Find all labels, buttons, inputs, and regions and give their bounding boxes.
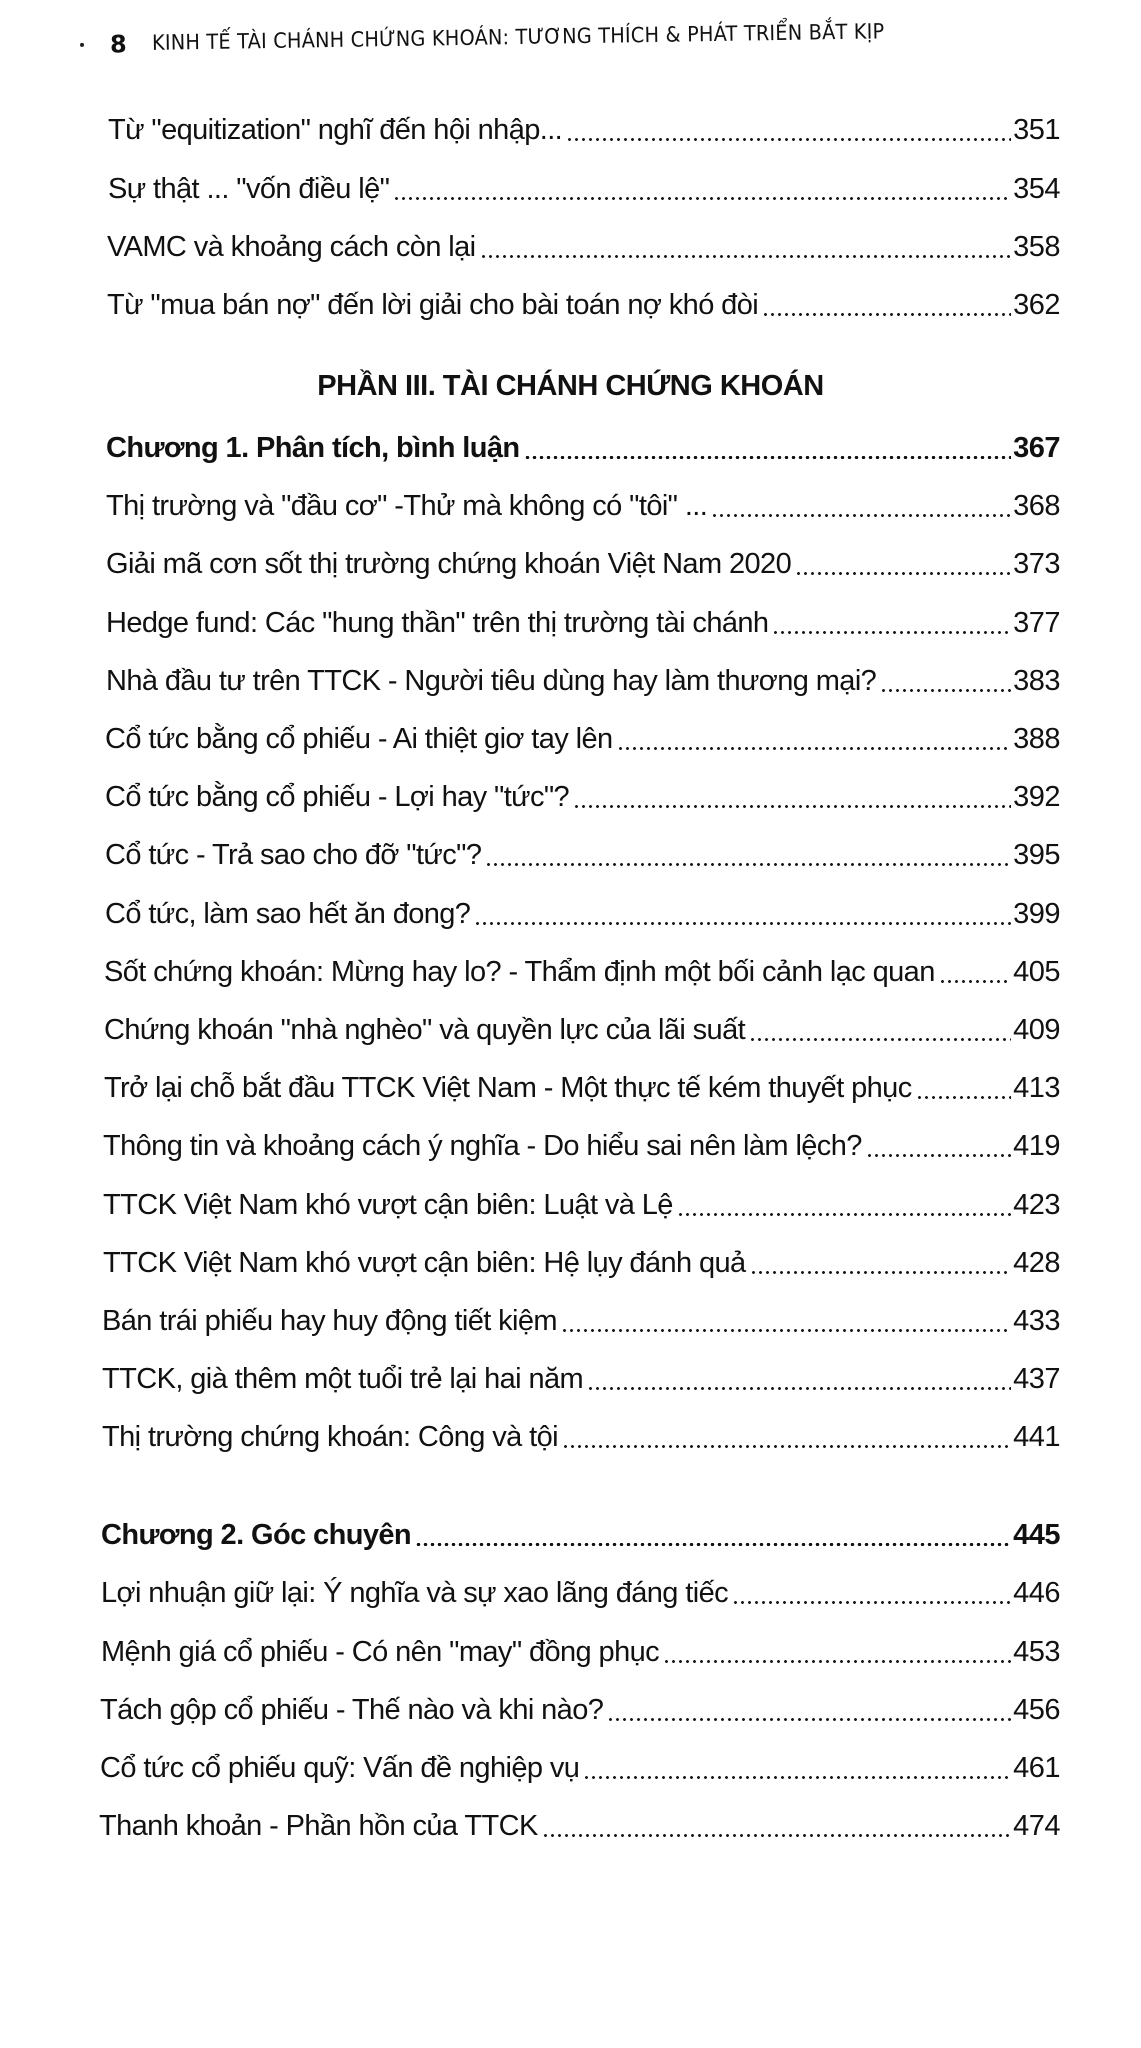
toc-entry-page: 413	[1013, 1072, 1060, 1104]
toc-entry-page: 405	[1013, 956, 1060, 988]
dot-leader	[480, 227, 1012, 267]
toc-entry-page: 354	[1013, 173, 1060, 205]
toc-entry-title: Hedge fund: Các "hung thần" trên thị trường tài chánh	[106, 607, 769, 639]
toc-entry-page: 399	[1013, 898, 1060, 930]
toc-entry-title: Từ "equitization" nghĩ đến hội nhập...	[108, 114, 563, 146]
toc-entry-title: TTCK Việt Nam khó vượt cận biên: Luật và Lệ	[103, 1189, 673, 1221]
dot-leader	[587, 1359, 1011, 1399]
toc-entry[interactable]	[99, 1802, 1060, 1846]
toc-entry-title: Sốt chứng khoán: Mừng hay lo? - Thẩm định một bối cảnh lạc quan	[104, 956, 935, 988]
toc-entry-page: 461	[1013, 1752, 1060, 1784]
toc-entry-page: 377	[1013, 607, 1060, 639]
toc-entry-page: 358	[1013, 231, 1060, 263]
toc-entry[interactable]	[104, 1006, 1060, 1050]
toc-entry-title: Thông tin và khoảng cách ý nghĩa - Do hiểu sai nên làm lệch?	[103, 1130, 862, 1162]
toc-entry-page: 373	[1013, 548, 1060, 580]
dot-leader	[939, 952, 1011, 992]
toc-entry[interactable]	[100, 1744, 1060, 1788]
toc-entry-page: 368	[1013, 490, 1060, 522]
toc-entry-title: Từ "mua bán nợ" đến lời giải cho bài toán nợ khó đòi	[107, 289, 759, 321]
toc-entry-page: 446	[1013, 1577, 1060, 1609]
dot-leader	[750, 1243, 1012, 1283]
dot-leader	[880, 661, 1011, 701]
toc-entry[interactable]	[106, 540, 1060, 584]
toc-entry-title: Mệnh giá cổ phiếu - Có nên "may" đồng phục	[101, 1636, 660, 1668]
toc-chapter-1[interactable]	[106, 424, 1060, 468]
dot-leader	[415, 1515, 1011, 1555]
dot-leader	[561, 1301, 1011, 1341]
dot-leader	[772, 603, 1011, 643]
toc-entry-title: Tách gộp cổ phiếu - Thế nào và khi nào?	[100, 1694, 604, 1726]
toc-entry[interactable]	[107, 223, 1060, 267]
toc-entry-title: Cổ tức - Trả sao cho đỡ "tức"?	[105, 839, 482, 871]
toc-entry[interactable]	[107, 281, 1060, 325]
dot-leader	[749, 1010, 1011, 1050]
dot-leader	[732, 1573, 1011, 1613]
toc-entry[interactable]	[103, 1122, 1060, 1166]
dot-leader	[762, 285, 1011, 325]
toc-entry-page: 383	[1013, 665, 1060, 697]
dot-leader	[795, 544, 1011, 584]
toc-entry[interactable]	[102, 1355, 1060, 1399]
dot-leader	[573, 777, 1011, 817]
toc-entry-page: 395	[1013, 839, 1060, 871]
toc-entry-title: Giải mã cơn sốt thị trường chứng khoán Việt Nam 2020	[106, 548, 792, 580]
toc-entry-title: Bán trái phiếu hay huy động tiết kiệm	[102, 1305, 557, 1337]
toc-entry-title: Nhà đầu tư trên TTCK - Người tiêu dùng hay làm thương mại?	[106, 665, 877, 697]
dot-leader	[542, 1806, 1011, 1846]
toc-chapter-page: 367	[1013, 432, 1060, 464]
bullet-dot-icon	[80, 43, 84, 47]
toc-entry-page: 388	[1013, 723, 1060, 755]
toc-entry[interactable]	[106, 599, 1060, 643]
toc-entry-title: Cổ tức cổ phiếu quỹ: Vấn đề nghiệp vụ	[100, 1752, 580, 1784]
dot-leader	[583, 1748, 1011, 1788]
dot-leader	[485, 835, 1011, 875]
toc-entry[interactable]	[101, 1628, 1060, 1672]
toc-entry-page: 441	[1013, 1421, 1060, 1453]
toc-entry-page: 392	[1013, 781, 1060, 813]
dot-leader	[663, 1632, 1011, 1672]
toc-entry[interactable]	[105, 890, 1060, 934]
toc-entry-page: 437	[1013, 1363, 1060, 1395]
toc-entry-title: Sự thật ... "vốn điều lệ"	[108, 173, 390, 205]
toc-entry-page: 409	[1013, 1014, 1060, 1046]
toc-chapter-title: Chương 2. Góc chuyên	[101, 1519, 411, 1551]
dot-leader	[711, 486, 1011, 526]
toc-entry[interactable]	[105, 715, 1060, 759]
toc-chapter-title: Chương 1. Phân tích, bình luận	[106, 432, 520, 464]
toc-entry-page: 419	[1013, 1130, 1060, 1162]
toc-entry-page: 423	[1013, 1189, 1060, 1221]
toc-entry[interactable]	[108, 106, 1060, 150]
toc-entry[interactable]	[106, 482, 1060, 526]
toc-entry[interactable]	[105, 831, 1060, 875]
toc-entry[interactable]	[102, 1297, 1060, 1341]
toc-chapter-2[interactable]	[101, 1511, 1060, 1555]
toc-entry[interactable]	[106, 657, 1060, 701]
toc-entry-page: 433	[1013, 1305, 1060, 1337]
dot-leader	[393, 169, 1011, 209]
dot-leader	[607, 1690, 1011, 1730]
toc-entry-page: 474	[1013, 1810, 1060, 1842]
toc-entry-title: VAMC và khoảng cách còn lại	[107, 231, 476, 263]
toc-entry-title: Trở lại chỗ bắt đầu TTCK Việt Nam - Một thực tế kém thuyết phục	[104, 1072, 912, 1104]
toc-entry-title: Cổ tức bằng cổ phiếu - Lợi hay "tức"?	[105, 781, 570, 813]
dot-leader	[677, 1185, 1011, 1225]
dot-leader	[562, 1417, 1011, 1457]
toc-entry[interactable]	[101, 1569, 1060, 1613]
toc-entry[interactable]	[104, 948, 1060, 992]
toc-entry[interactable]	[103, 1239, 1060, 1283]
toc-entry-title: Chứng khoán "nhà nghèo" và quyền lực của lãi suất	[104, 1014, 746, 1046]
toc-entry-title: Thị trường chứng khoán: Công và tội	[102, 1421, 558, 1453]
toc-entry-title: Thanh khoản - Phần hồn của TTCK	[99, 1810, 538, 1842]
toc-entry-title: Cổ tức, làm sao hết ăn đong?	[105, 898, 471, 930]
toc-entry-page: 362	[1013, 289, 1060, 321]
dot-leader	[474, 894, 1011, 934]
part-heading: PHẦN III. TÀI CHÁNH CHỨNG KHOÁN	[317, 370, 824, 402]
running-title: KINH TẾ TÀI CHÁNH CHỨNG KHOÁN: TƯƠNG THÍCH & PHÁT TRIỂN BẮT KỊP	[151, 19, 885, 55]
toc-entry-page: 351	[1013, 114, 1060, 146]
toc-entry-page: 428	[1013, 1247, 1060, 1279]
toc-entry-title: Lợi nhuận giữ lại: Ý nghĩa và sự xao lãng đáng tiếc	[101, 1577, 728, 1609]
dot-leader	[566, 110, 1011, 150]
dot-leader	[916, 1068, 1012, 1108]
dot-leader	[866, 1126, 1011, 1166]
toc-chapter-page: 445	[1013, 1519, 1060, 1551]
dot-leader	[524, 428, 1012, 468]
toc-entry-page: 453	[1013, 1636, 1060, 1668]
toc-entry[interactable]	[102, 1413, 1060, 1457]
page-header	[78, 6, 1079, 62]
toc-entry-title: Thị trường và "đầu cơ" -Thử mà không có "tôi" ...	[106, 490, 708, 522]
page-number: 8	[109, 30, 127, 59]
toc-entry-page: 456	[1013, 1694, 1060, 1726]
toc-entry[interactable]	[103, 1181, 1060, 1225]
toc-entry[interactable]	[105, 773, 1060, 817]
toc-entry-title: Cổ tức bằng cổ phiếu - Ai thiệt giơ tay lên	[105, 723, 613, 755]
toc-entry[interactable]	[108, 165, 1060, 209]
toc-entry-title: TTCK, già thêm một tuổi trẻ lại hai năm	[102, 1363, 584, 1395]
toc-entry[interactable]	[100, 1686, 1060, 1730]
toc-entry-title: TTCK Việt Nam khó vượt cận biên: Hệ lụy đánh quả	[103, 1247, 746, 1279]
toc-entry[interactable]	[104, 1064, 1060, 1108]
dot-leader	[617, 719, 1012, 759]
